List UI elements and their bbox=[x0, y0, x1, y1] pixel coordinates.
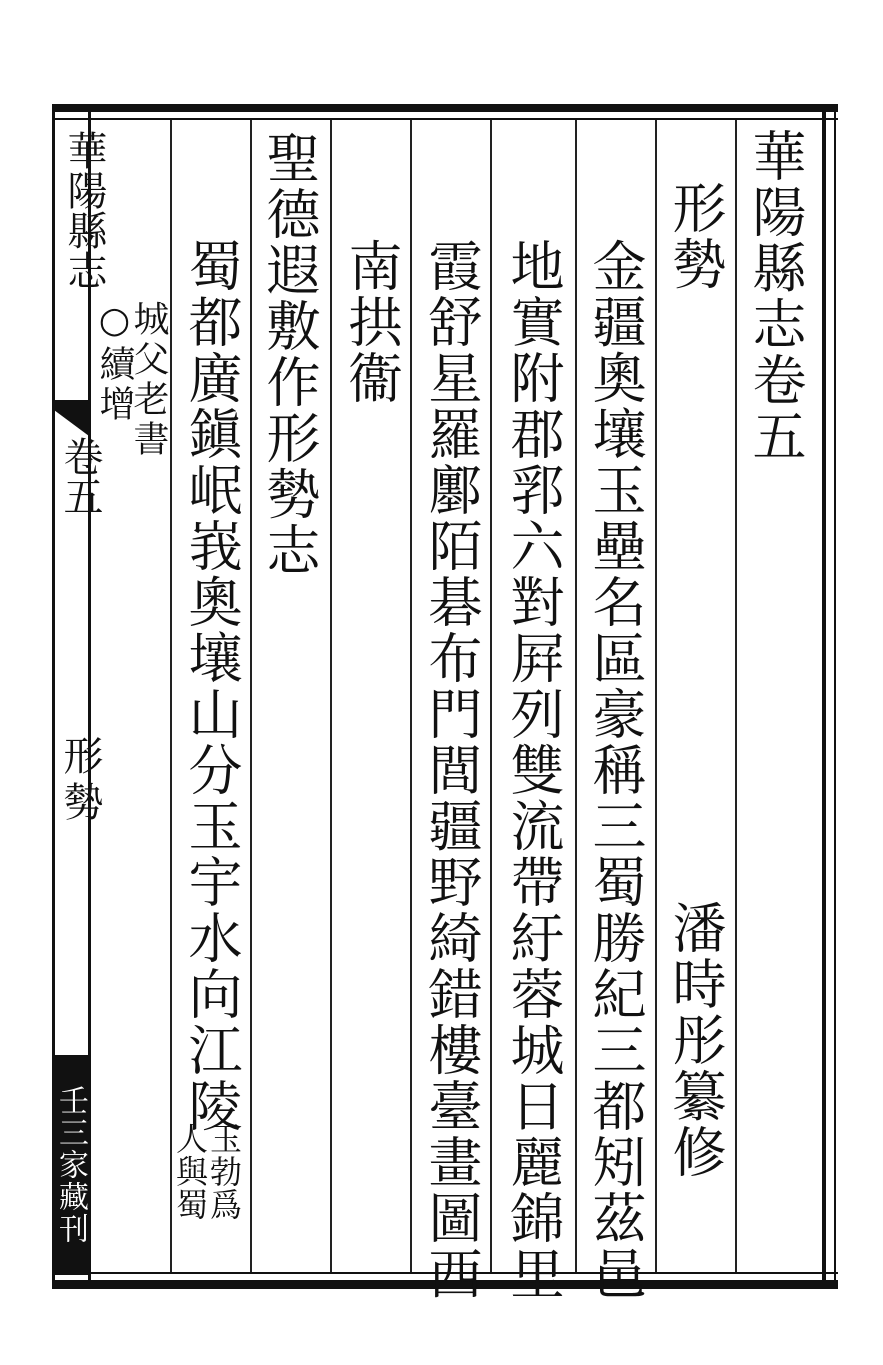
annotation-left: 人與蜀 bbox=[171, 1122, 209, 1221]
column-divider bbox=[655, 120, 657, 1272]
section-heading: 形勢 bbox=[664, 180, 727, 292]
column-divider bbox=[170, 120, 172, 1272]
fold-printer-seal: 壬三家藏刊 bbox=[52, 1055, 88, 1275]
annotation-continued-addition: ○續增 bbox=[94, 300, 135, 425]
fold-volume-label: 卷五 bbox=[57, 436, 103, 516]
annotation-city-elders: 城父老書 bbox=[128, 300, 169, 460]
column-divider bbox=[575, 120, 577, 1272]
column-divider bbox=[330, 120, 332, 1272]
text-column-4: 地實附郡郛六對屛列雙流帶紆蓉城日麗錦里 bbox=[502, 238, 565, 1302]
volume-title: 華陽縣志卷五 bbox=[744, 128, 807, 464]
text-column-5: 霞舒星羅鄽陌碁布門閭疆野綺錯樓臺畫圖西 bbox=[420, 238, 483, 1302]
right-border-thin bbox=[834, 104, 836, 1289]
fold-section-label: 形勢 bbox=[57, 735, 103, 827]
fold-book-title: 華陽縣志 bbox=[61, 130, 107, 290]
top-border-thick bbox=[52, 104, 838, 112]
fishtail-mark bbox=[55, 400, 89, 436]
text-column-8: 蜀都廣鎭岷峩奧壤山分玉宇水向江陵 bbox=[180, 238, 243, 1134]
text-column-7: 聖德遐敷作形勢志 bbox=[258, 130, 321, 578]
text-column-3: 金疆奧壤玉壘名區豪稱三蜀勝紀三都矧茲邑 bbox=[584, 238, 647, 1302]
text-column-6: 南拱衞 bbox=[340, 238, 403, 406]
column-divider bbox=[410, 120, 412, 1272]
column-divider bbox=[735, 120, 737, 1272]
right-border-thick bbox=[822, 104, 826, 1289]
column-divider bbox=[490, 120, 492, 1272]
column-divider bbox=[250, 120, 252, 1272]
compiler-credit: 潘時彤纂修 bbox=[664, 900, 727, 1180]
annotation-right: 玉勃爲 bbox=[205, 1122, 243, 1221]
